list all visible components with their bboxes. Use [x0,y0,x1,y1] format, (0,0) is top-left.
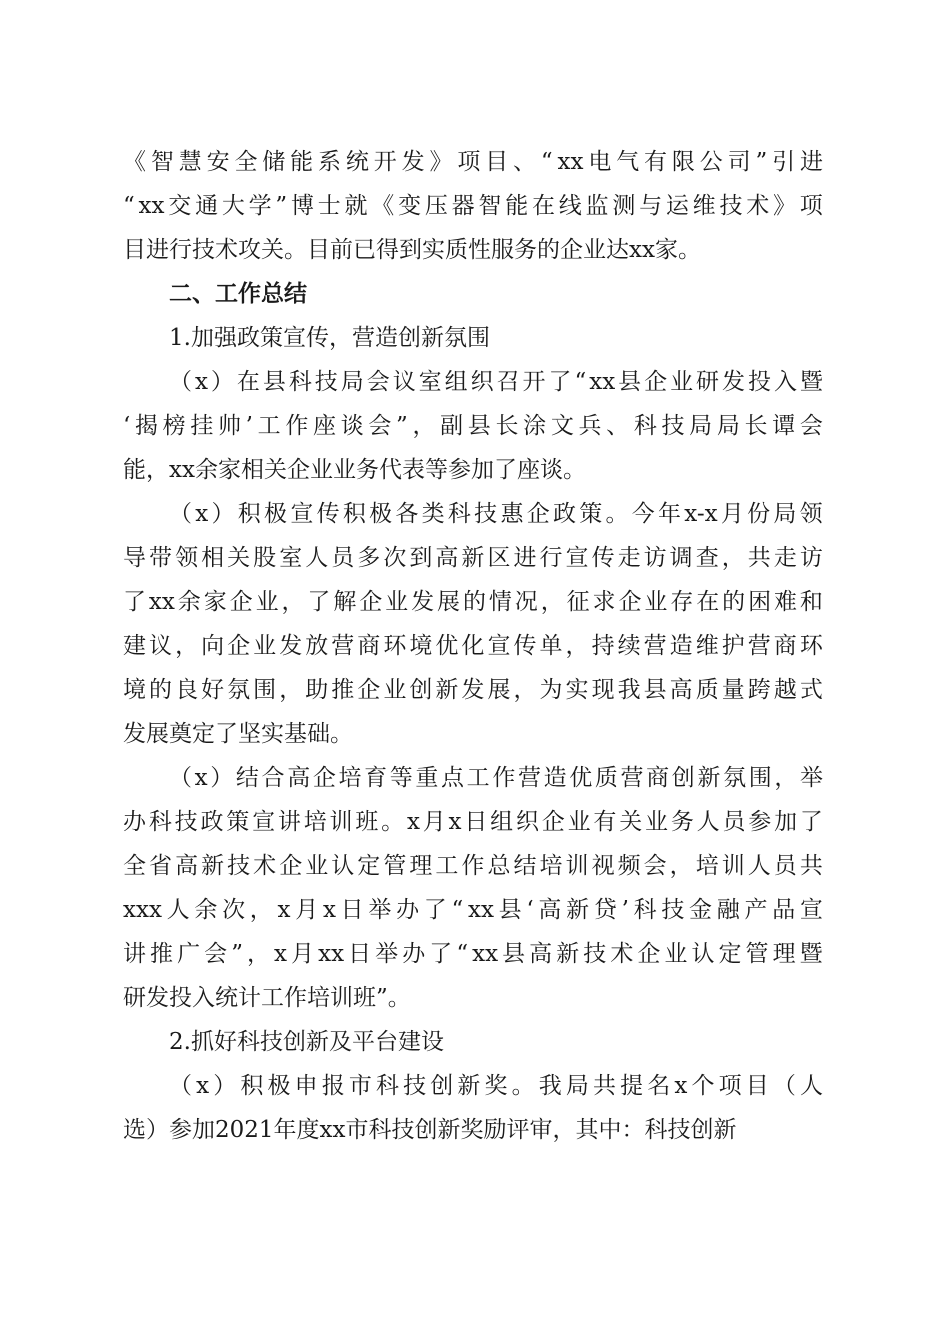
text-line: xxx 人 余 次 ， x 月 x 日 举 办 了 “ xx 县 ‘ 高 新 贷 ’ 科 技 金 融 产 品 宣 [123,897,823,923]
text-line: （ x ） 积 极 申 报 市 科 技 创 新 奖 。 我 局 共 提 名 x 个 项 目 （ 人 [169,1073,823,1099]
text-line: 导 带 领 相 关 股 室 人 员 多 次 到 高 新 区 进 行 宣 传 走 访 调 查 ， 共 走 访 [123,545,823,571]
text-line: ‘ 揭 榜 挂 帅 ’ 工 作 座 谈 会 ” ， 副 县 长 涂 文 兵 、 科 技 局 局 长 谭 会 [123,413,823,439]
text-line: （ x ） 在 县 科 技 局 会 议 室 组 织 召 开 了 “ xx 县 企 业 研 发 投 入 暨 [169,369,823,395]
text-line: （ x ） 结 合 高 企 培 育 等 重 点 工 作 营 造 优 质 营 商 创 新 氛 围 ， 举 [169,765,823,791]
subheading [123,316,823,360]
text-line: 发展奠定了坚实基础。 [123,721,353,747]
paragraph [123,1064,823,1152]
text-line: 2.抓好科技创新及平台建设 [169,1029,444,1055]
text-line: 建 议 ， 向 企 业 发 放 营 商 环 境 优 化 宣 传 单 ， 持 续 营 造 维 护 营 商 环 [123,633,823,659]
paragraph [123,360,823,492]
section-heading [123,272,823,316]
document-body [123,140,823,1152]
paragraph [123,492,823,756]
text-line: “ xx 交 通 大 学 ” 博 士 就 《 变 压 器 智 能 在 线 监 测 与 运 维 技 术 》 项 [123,193,823,219]
text-line: 选）参加2021年度xx市科技创新奖励评审，其中：科技创新 [123,1117,737,1143]
text-line: 了 xx 余 家 企 业 ， 了 解 企 业 发 展 的 情 况 ， 征 求 企 业 存 在 的 困 难 和 [123,589,823,615]
text-line: 《 智 慧 安 全 储 能 系 统 开 发 》 项 目 、 “ xx 电 气 有 限 公 司 ” 引 进 [123,149,823,175]
text-line: 讲 推 广 会 ” ， x 月 xx 日 举 办 了 “ xx 县 高 新 技 术 企 业 认 定 管 理 暨 [123,941,823,967]
text-line: 研发投入统计工作培训班”。 [123,985,411,1011]
text-line: 能，xx余家相关企业业务代表等参加了座谈。 [123,457,586,483]
text-line: 办 科 技 政 策 宣 讲 培 训 班 。 x 月 x 日 组 织 企 业 有 关 业 务 人 员 参 加 了 [123,809,823,835]
text-line: （ x ） 积 极 宣 传 积 极 各 类 科 技 惠 企 政 策 。 今 年 x-x 月 份 局 领 [169,501,823,527]
text-line: 境 的 良 好 氛 围 ， 助 推 企 业 创 新 发 展 ， 为 实 现 我 县 高 质 量 跨 越 式 [123,677,823,703]
text-line: 1.加强政策宣传，营造创新氛围 [169,325,490,351]
text-line: 目进行技术攻关。目前已得到实质性服务的企业达xx家。 [123,237,701,263]
subheading [123,1020,823,1064]
paragraph [123,140,823,272]
text-line: 全 省 高 新 技 术 企 业 认 定 管 理 工 作 总 结 培 训 视 频 会 ， 培 训 人 员 共 [123,853,823,879]
text-line: 二、工作总结 [169,281,307,307]
paragraph [123,756,823,1020]
